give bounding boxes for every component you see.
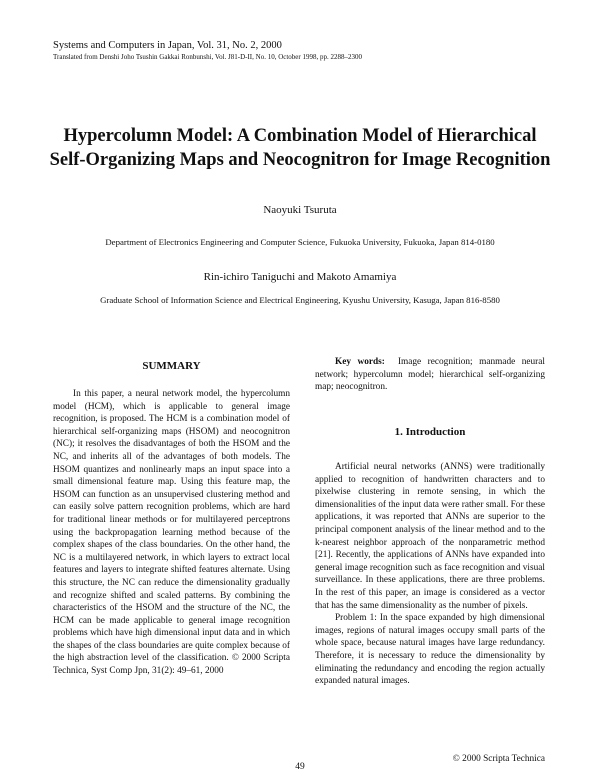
summary-text — [53, 388, 290, 678]
summary-heading: SUMMARY — [142, 360, 201, 372]
title-line-1: Hypercolumn Model: A Combination Model of Hierarchical — [63, 126, 537, 146]
affiliation-2: Graduate School of Information Science and Electrical Engineering, Kyushu University, Kasuga, Japan 816-8580 — [100, 295, 500, 305]
paper-title — [40, 124, 560, 172]
keywords-text: Image recognition; manmade neural network; hypercolumn model; hierarchical self-organizing map; neocognitron. — [315, 357, 545, 393]
copyright-notice: © 2000 Scripta Technica — [452, 754, 545, 764]
affiliation-1: Department of Electronics Engineering and Computer Science, Fukuoka University, Fukuoka, Japan 814-0180 — [105, 237, 495, 247]
summary-paragraph: In this paper, a neural network model, the hypercolumn model (HCM), which is applicable to general image recognition, is proposed. The HCM is a combination model of hierarchical self-organizing maps (HSOM) and neocognitron (NC); it resolves the disadvantages of both the HSOM and the NC, and inherits all of the advantages of both models. The HSOM quantizes and nonlinearly maps an input space into a small dimensional feature map. Using this feature map, the HSOM can function as an unsupervised clustering method and can easily solve pattern recognition problems, which are hard for traditional linear methods or for multilayered perceptrons using the backpropagation learning method because of the complex shapes of the class boundaries. On the other hand, the NC is a multilayered network, in which layers to extract local features and layers to integrate shifted features alternate. Using this structure, the NC can reduce the dimensionality gradually and recognize shifted and scaled patterns. By combining the characteristics of the HSOM and the structure of the NC, the HCM can be made applicable to general image recognition problems which have high dimensional input data and in which the shapes of the class boundaries are quite complex because of the high abstraction level of the classification. © 2000 Scripta Technica, Syst Comp Jpn, 31(2): 49–61, 2000 — [53, 389, 290, 677]
title-line-2: Self-Organizing Maps and Neocognitron for Image Recognition — [49, 150, 551, 170]
keywords-block — [315, 356, 545, 394]
intro-heading: 1. Introduction — [394, 426, 466, 438]
journal-citation: Systems and Computers in Japan, Vol. 31, No. 2, 2000 — [53, 40, 282, 51]
author-2: Rin-ichiro Taniguchi and Makoto Amamiya — [203, 271, 397, 283]
page-number: 49 — [295, 762, 305, 772]
author-1: Naoyuki Tsuruta — [263, 204, 337, 216]
intro-paragraph-1: Artificial neural networks (ANNS) were traditionally applied to recognition of handwritten characters and to pixelwise clustering in remote sensing, in which the dimensionalities of the input data were rather small. For these applications, it was reported that ANNs are superior to the principal component analysis of the linear method and to the k-nearest neighbor approach of the nonparametric method [21]. Recently, the applications of ANNs have expanded into general image recognition such as face recognition and visual surveillance. In these applications, there are three problems. In the rest of this paper, an image is considered as a vector that has the same dimensionality as the number of pixels. — [315, 462, 545, 611]
intro-paragraph-2: Problem 1: In the space expanded by high dimensional images, regions of natural images occupy small parts of the whole space, because natural images have large redundancy. Therefore, it is necessary to reduce the dimensionality by eliminating the redundancy and encoding the region actually expanded natural images. — [315, 613, 545, 687]
translation-note: Translated from Denshi Joho Tsushin Gakkai Ronbunshi, Vol. J81-D-II, No. 10, October 1998, pp. 2288–2300 — [53, 53, 362, 61]
intro-text — [315, 461, 545, 688]
keywords-label: Key words: — [335, 357, 385, 367]
